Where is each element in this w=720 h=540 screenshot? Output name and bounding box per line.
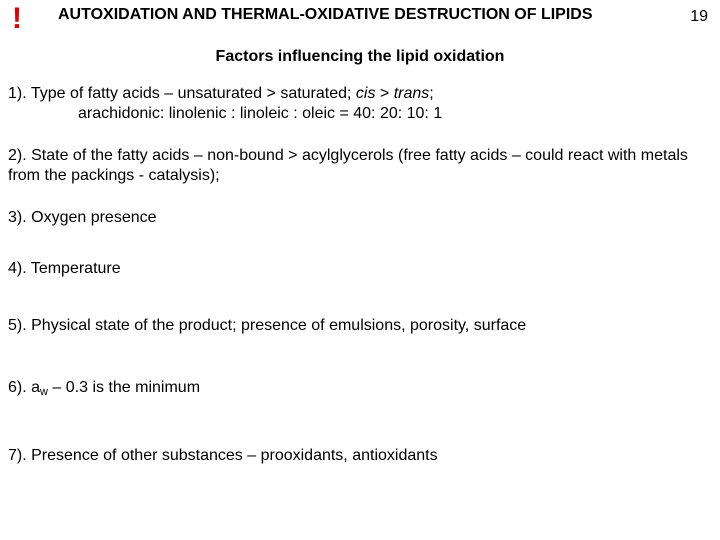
factor-6-suffix: – 0.3 is the minimum: [47, 379, 201, 396]
factor-item-7: 7). Presence of other substances – prooxidants, antioxidants: [8, 447, 438, 464]
page-number: 19: [690, 8, 708, 25]
factor-1-prefix: 1). Type of fatty acids – unsaturated > saturated;: [8, 85, 356, 102]
factor-item-5: 5). Physical state of the product; presence of emulsions, porosity, surface: [8, 317, 527, 334]
factor-item-4: 4). Temperature: [8, 260, 121, 277]
section-subtitle: Factors influencing the lipid oxidation: [215, 48, 505, 65]
semicolon: ;: [429, 85, 434, 102]
exclamation-mark-icon: !: [12, 2, 22, 35]
cis-label: cis: [355, 85, 376, 102]
factor-item-3: 3). Oxygen presence: [8, 209, 157, 226]
factor-item-1: [8, 84, 698, 124]
factor-6-prefix: 6). a: [8, 379, 41, 396]
fatty-acid-ratio: arachidonic: linolenic : linoleic : oleic = 40: 20: 10: 1: [78, 105, 443, 122]
slide-title: AUTOXIDATION AND THERMAL-OXIDATIVE DESTRUCTION OF LIPIDS: [58, 6, 593, 23]
gt-sign: >: [375, 85, 394, 102]
factor-item-2: 2). State of the fatty acids – non-bound > acylglycerols (free fatty acids – could react with metals from the packings - catalysis);: [8, 147, 688, 184]
trans-label: trans: [393, 85, 430, 102]
factor-item-6: [8, 378, 698, 398]
water-activity-subscript: w: [40, 386, 48, 398]
